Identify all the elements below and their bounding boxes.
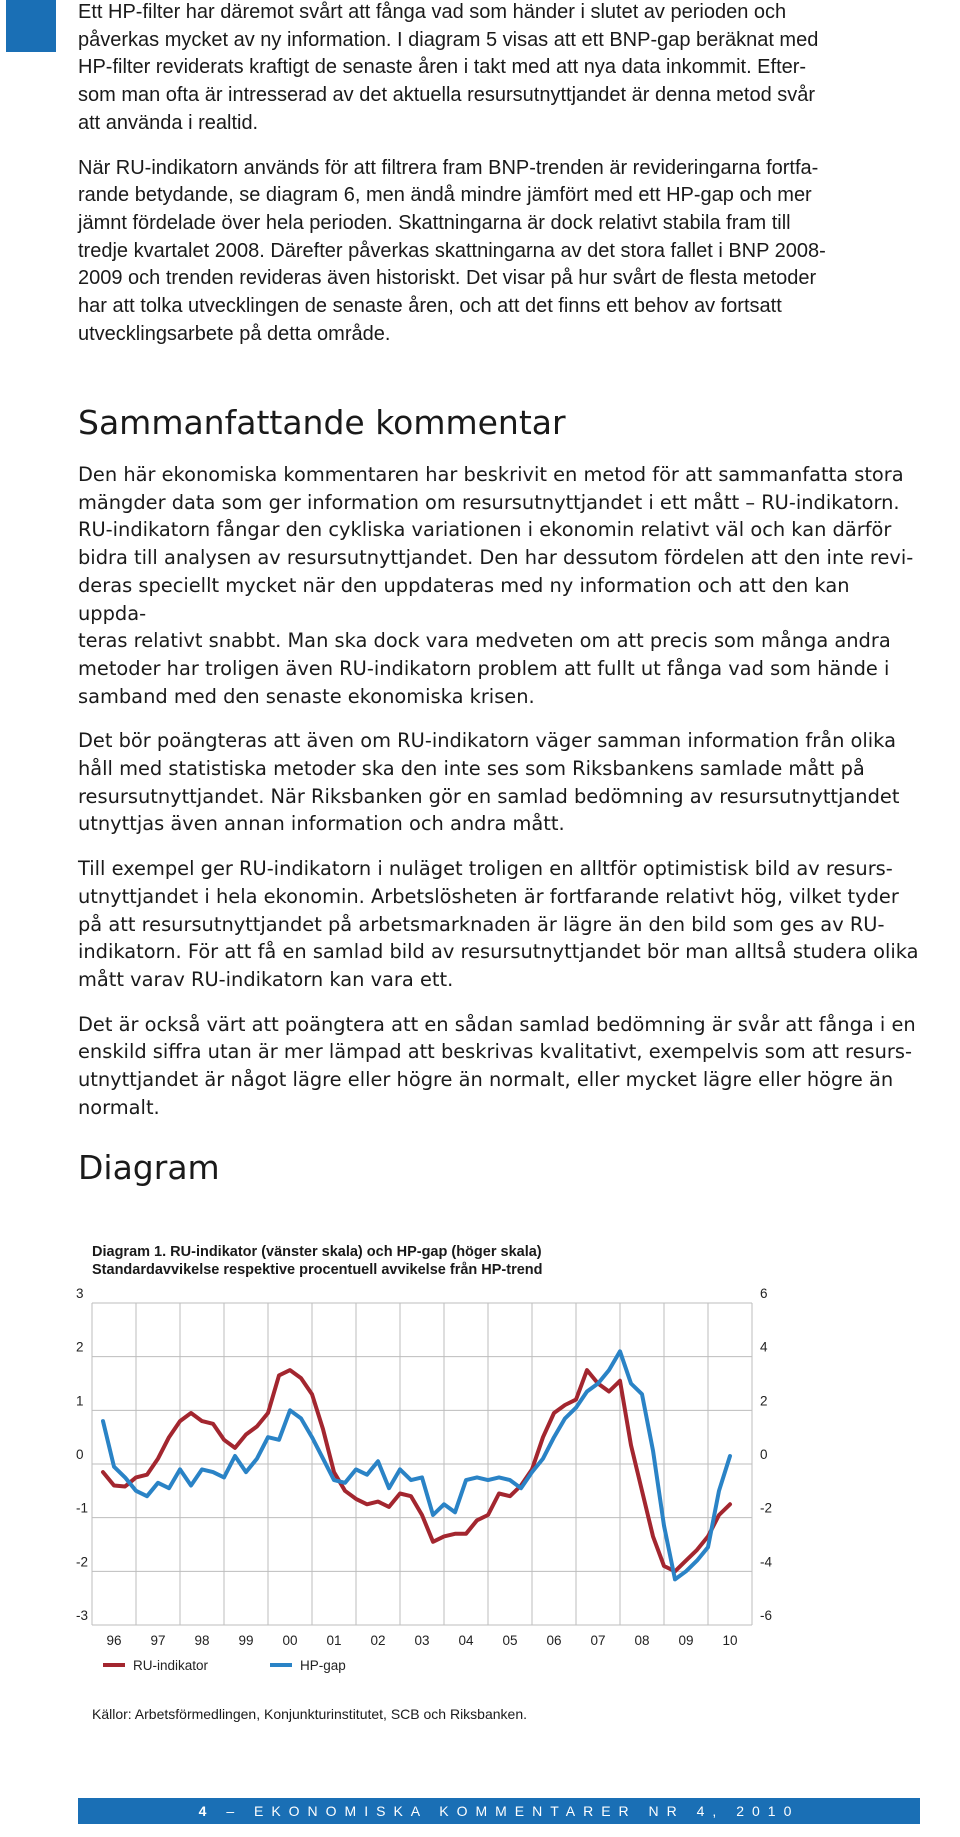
- text-line: Den här ekonomiska kommentaren har beskrivit en metod för att sammanfatta stora: [78, 463, 904, 486]
- text-line: metoder har troligen även RU-indikatorn problem att fullt ut fånga vad som hände i: [78, 656, 890, 680]
- text-line: har att tolka utvecklingen de senaste åren, och att det finns ett behov av fortsatt: [78, 295, 782, 318]
- text-line: utvecklingsarbete på detta område.: [78, 322, 391, 345]
- x-axis-tick-label: 05: [502, 1633, 518, 1648]
- text-line: Det är också värt att poängtera att en sådan samlad bedömning är svår att fånga i en: [78, 1012, 916, 1036]
- text-line: som man ofta är intresserad av det aktuella resursutnyttjandet är denna metod svår: [78, 84, 816, 107]
- page-footer: [78, 1798, 920, 1824]
- chart-container: [75, 1243, 795, 1681]
- x-axis-tick-label: 01: [326, 1633, 342, 1648]
- x-axis-tick-label: 00: [282, 1633, 298, 1648]
- text-line: på att resursutnyttjandet på arbetsmarknaden är lägre än den bild som ges av RU-: [78, 912, 885, 936]
- x-axis-tick-label: 09: [678, 1633, 694, 1648]
- left-axis-tick-label: -1: [76, 1500, 89, 1516]
- page-number: 4: [198, 1803, 215, 1819]
- text-line: mått varav RU-indikatorn kan vara ett.: [78, 967, 454, 991]
- text-line: jämnt fördelade över hela perioden. Skattningarna är dock relativt stabila fram till: [78, 211, 791, 234]
- right-axis-tick-label: 2: [760, 1393, 768, 1409]
- text-line: mängder data som ger information om resursutnyttjandet i ett mått – RU-indikatorn.: [78, 490, 900, 514]
- text-line: att använda i realtid.: [78, 111, 259, 134]
- right-axis-tick-label: -2: [760, 1500, 773, 1516]
- x-axis-tick-label: 06: [546, 1633, 562, 1648]
- text-line: deras speciellt mycket när den uppdateras med ny information och att den kan uppda-: [78, 573, 850, 625]
- left-axis-tick-label: 3: [76, 1286, 84, 1301]
- x-axis-tick-label: 07: [590, 1633, 606, 1648]
- chart-subtitle: Standardavvikelse respektive procentuell avvikelse från HP-trend: [92, 1262, 543, 1278]
- text-line: resursutnyttjandet. När Riksbanken gör en samlad bedömning av resursutnyttjandet: [78, 784, 900, 808]
- intro-paragraph-2: [78, 155, 920, 349]
- text-line: enskild siffra utan är mer lämpad att beskrivas kvalitativt, exempelvis som att resurs-: [78, 1040, 912, 1064]
- left-axis-tick-label: -2: [76, 1554, 89, 1570]
- text-line: HP-filter reviderats kraftigt de senaste åren i takt med att nya data inkommit. Efter-: [78, 56, 807, 79]
- text-line: rande betydande, se diagram 6, men ändå mindre jämfört med ett HP-gap och mer: [78, 184, 812, 207]
- text-line: indikatorn. För att få en samlad bild av resursutnyttjandet bör man alltså studera olika: [78, 940, 919, 964]
- text-line: utnyttjandet i hela ekonomin. Arbetslösheten är fortfarande relativt hög, vilket tyder: [78, 884, 899, 908]
- series-line-ru-indikator: [103, 1370, 730, 1571]
- text-line: teras relativt snabbt. Man ska dock vara medveten om att precis som många andra: [78, 629, 891, 653]
- text-line: påverkas mycket av ny information. I diagram 5 visas att ett BNP-gap beräknat med: [78, 28, 819, 51]
- chart-title: Diagram 1. RU-indikator (vänster skala) och HP-gap (höger skala): [92, 1244, 542, 1260]
- text-line: normalt.: [78, 1095, 160, 1119]
- diagram-heading: Diagram: [78, 1148, 220, 1187]
- x-axis-tick-label: 02: [370, 1633, 386, 1648]
- text-line: Ett HP-filter har däremot svårt att fånga vad som händer i slutet av perioden och: [78, 1, 787, 23]
- diagram-section: [78, 1148, 920, 1188]
- left-axis-tick-label: 0: [76, 1447, 84, 1462]
- summary-heading: Sammanfattande kommentar: [78, 403, 566, 442]
- right-axis-tick-label: 6: [760, 1286, 768, 1301]
- summary-paragraph-4: [78, 1011, 920, 1122]
- x-axis-tick-label: 97: [150, 1633, 166, 1648]
- right-axis-tick-label: 4: [760, 1339, 768, 1355]
- summary-paragraph-3: [78, 855, 920, 994]
- right-axis-tick-label: -4: [760, 1554, 773, 1570]
- x-axis-tick-label: 98: [194, 1633, 210, 1648]
- x-axis-tick-label: 10: [722, 1633, 738, 1648]
- right-axis-tick-label: 0: [760, 1447, 768, 1462]
- x-axis-tick-label: 08: [634, 1633, 650, 1648]
- x-axis-tick-label: 99: [238, 1633, 254, 1648]
- chart-svg: [75, 1241, 795, 1681]
- text-line: Till exempel ger RU-indikatorn i nuläget troligen en alltför optimistisk bild av resurs-: [78, 857, 893, 881]
- summary-paragraph-2: [78, 727, 920, 838]
- left-axis-tick-label: 2: [76, 1339, 84, 1355]
- text-line: tredje kvartalet 2008. Därefter påverkas skattningarna av det stora fallet i BNP 2008-: [78, 239, 826, 262]
- left-axis-tick-label: 1: [76, 1393, 84, 1409]
- text-line: utnyttjas även annan information och andra mått.: [78, 812, 565, 836]
- text-line: 2009 och trenden revideras även historiskt. Det visar på hur svårt de flesta metoder: [78, 267, 817, 290]
- summary-paragraph-1: [78, 461, 920, 710]
- x-axis-tick-label: 03: [414, 1633, 430, 1648]
- right-axis-tick-label: -6: [760, 1608, 773, 1623]
- text-line: håll med statistiska metoder ska den inte ses som Riksbankens samlade mått på: [78, 757, 865, 781]
- intro-section: [78, 0, 920, 348]
- legend-label: HP-gap: [300, 1658, 346, 1673]
- text-line: utnyttjandet är något lägre eller högre än normalt, eller mycket lägre eller högre än: [78, 1068, 894, 1092]
- text-line: samband med den senaste ekonomiska krisen.: [78, 684, 535, 708]
- legend-label: RU-indikator: [133, 1658, 209, 1673]
- x-axis-tick-label: 04: [458, 1633, 474, 1648]
- x-axis-tick-label: 96: [106, 1633, 122, 1648]
- intro-paragraph-1: [78, 0, 920, 138]
- text-line: När RU-indikatorn används för att filtrera fram BNP-trenden är revideringarna fortfa-: [78, 156, 819, 179]
- text-line: Det bör poängteras att även om RU-indikatorn väger samman information från olika: [78, 729, 896, 753]
- sources-note: Källor: Arbetsförmedlingen, Konjunkturinstitutet, SCB och Riksbanken.: [92, 1706, 528, 1722]
- summary-section: [78, 403, 920, 1121]
- footer-text: – EKONOMISKA KOMMENTARER NR 4, 2010: [226, 1803, 800, 1819]
- text-line: bidra till analysen av resursutnyttjandet. Den har dessutom fördelen att den inte revi-: [78, 546, 914, 570]
- corner-square: [6, 0, 56, 52]
- text-line: RU-indikatorn fångar den cykliska variationen i ekonomin relativt väl och kan därför: [78, 518, 892, 542]
- left-axis-tick-label: -3: [76, 1608, 89, 1623]
